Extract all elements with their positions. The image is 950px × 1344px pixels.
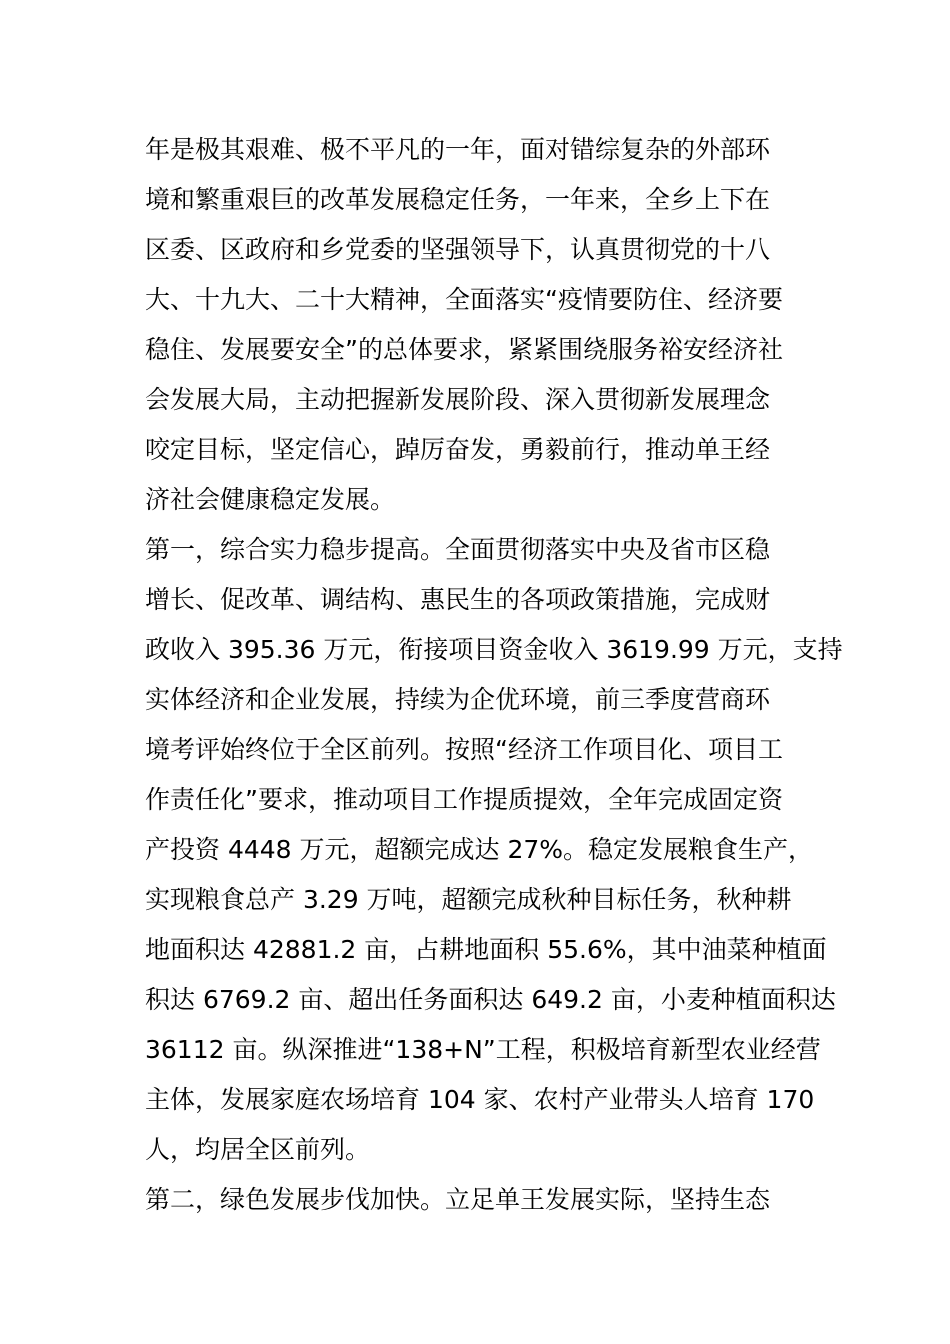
- text-line: 大、十九大、二十大精神，全面落实“疫情要防住、经济要: [145, 285, 783, 314]
- text-line: 第一，综合实力稳步提高。全面贯彻落实中央及省市区稳: [145, 535, 771, 564]
- text-line: 年是极其艰难、极不平凡的一年，面对错综复杂的外部环: [145, 135, 771, 164]
- text-line: 稳住、发展要安全”的总体要求，紧紧围绕服务裕安经济社: [145, 335, 783, 364]
- text-line: 会发展大局，主动把握新发展阶段、深入贯彻新发展理念: [145, 385, 771, 414]
- text-line: 增长、促改革、调结构、惠民生的各项政策措施，完成财: [145, 585, 771, 614]
- text-line: 产投资 4448 万元，超额完成达 27%。稳定发展粮食生产，: [145, 835, 814, 864]
- text-line: 积达 6769.2 亩、超出任务面积达 649.2 亩，小麦种植面积达: [145, 985, 836, 1014]
- text-line: 境考评始终位于全区前列。按照“经济工作项目化、项目工: [145, 735, 783, 764]
- text-line: 主体，发展家庭农场培育 104 家、农村产业带头人培育 170: [145, 1085, 815, 1114]
- text-line: 区委、区政府和乡党委的坚强领导下，认真贯彻党的十八: [145, 235, 771, 264]
- text-line: 咬定目标，坚定信心，踔厉奋发，勇毅前行，推动单王经: [145, 435, 771, 464]
- text-line: 36112 亩。纵深推进“138+N”工程，积极培育新型农业经营: [145, 1035, 821, 1064]
- text-line: 地面积达 42881.2 亩，占耕地面积 55.6%，其中油菜种植面: [145, 935, 827, 964]
- text-line: 第二，绿色发展步伐加快。立足单王发展实际，坚持生态: [145, 1185, 771, 1214]
- text-line: 政收入 395.36 万元，衔接项目资金收入 3619.99 万元，支持: [145, 635, 843, 664]
- text-line: 境和繁重艰巨的改革发展稳定任务，一年来，全乡上下在: [145, 185, 771, 214]
- text-line: 济社会健康稳定发展。: [145, 485, 396, 514]
- text-line: 作责任化”要求，推动项目工作提质提效，全年完成固定资: [145, 785, 783, 814]
- text-line: 实现粮食总产 3.29 万吨，超额完成秋种目标任务，秋种耕: [145, 885, 792, 914]
- text-line: 实体经济和企业发展，持续为企优环境，前三季度营商环: [145, 685, 771, 714]
- text-line: 人，均居全区前列。: [145, 1135, 371, 1164]
